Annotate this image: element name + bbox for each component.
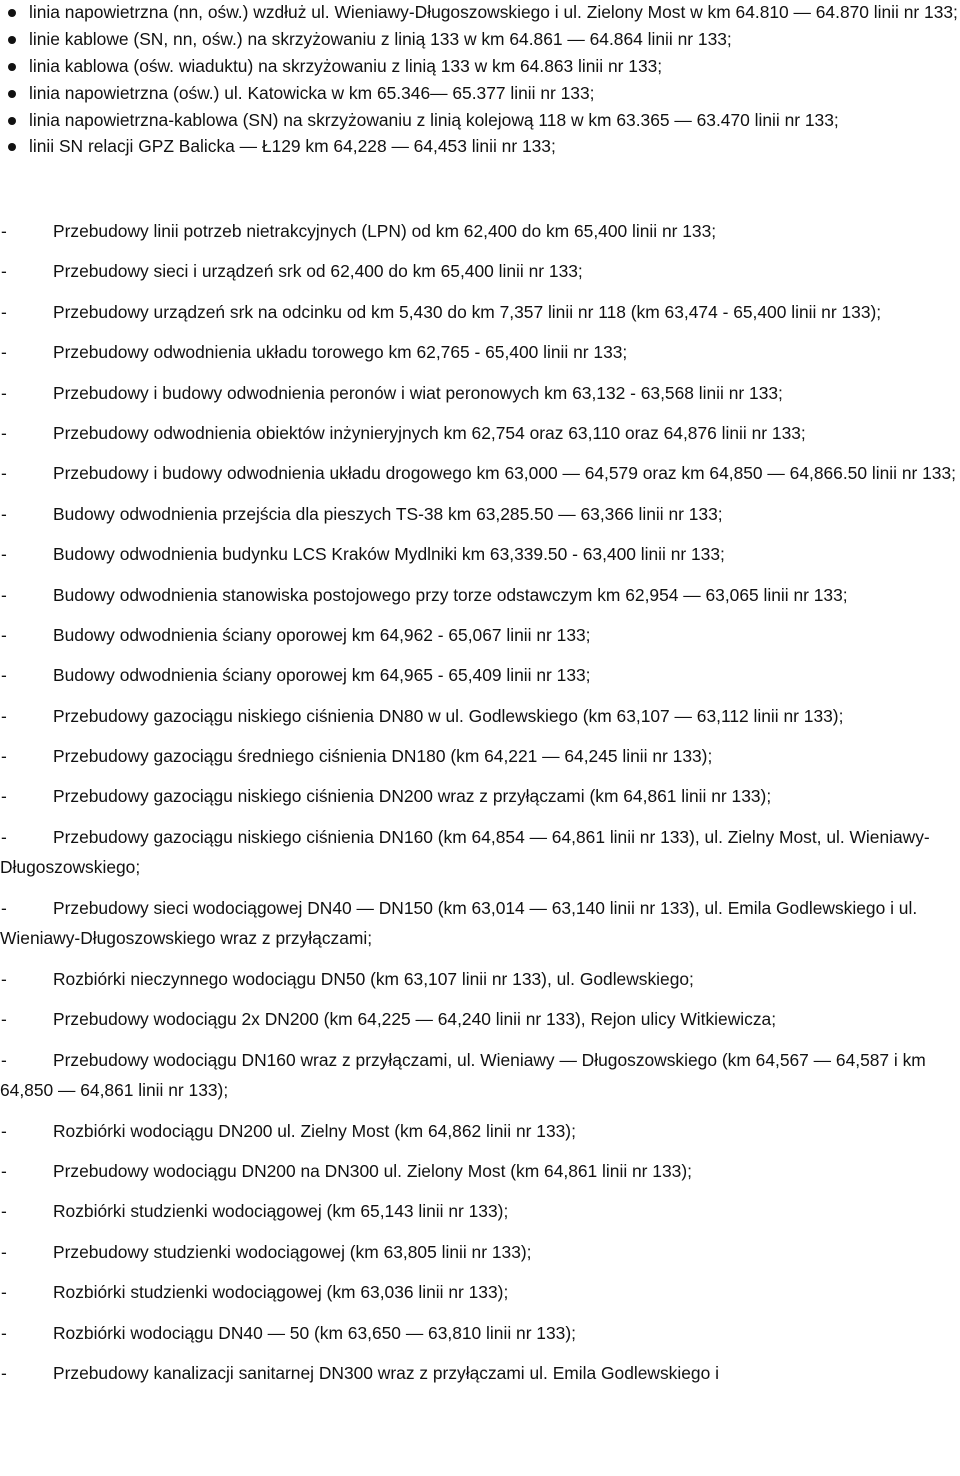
list-item — [0, 256, 958, 287]
list-item-text: Przebudowy wodociągu DN200 na DN300 ul. Zielony Most (km 64,861 linii nr 133); — [53, 1160, 692, 1181]
bullet-dot-icon — [8, 36, 16, 44]
dash-list — [0, 216, 958, 1398]
list-item-text: Przebudowy urządzeń srk na odcinku od km 5,430 do km 7,357 linii nr 118 (km 63,474 - 65,400 linii nr 133); — [53, 301, 882, 322]
dash-marker: - — [1, 665, 7, 686]
list-item-text: Przebudowy gazociągu niskiego ciśnienia DN200 wraz z przyłączami (km 64,861 linii nr 133); — [53, 786, 772, 807]
list-item — [0, 660, 958, 691]
bullet-item-text: linii SN relacji GPZ Balicka — Ł129 km 64,228 — 64,453 linii nr 133; — [29, 136, 556, 157]
dash-marker: - — [1, 968, 7, 989]
bullet-item-text: linia napowietrzna (nn, ośw.) wzdłuż ul. Wieniawy-Długoszowskiego i ul. Zielony Most w km 64.810 — 64.870 linii nr 133; — [29, 2, 958, 22]
dash-marker: - — [1, 301, 7, 322]
dash-marker: - — [1, 503, 7, 524]
bullet-item-text: linie kablowe (SN, nn, ośw.) na skrzyżowaniu z linią 133 w km 64.861 — 64.864 linii nr 133; — [29, 28, 732, 49]
list-item — [0, 216, 958, 247]
dash-marker: - — [1, 624, 7, 645]
list-item-text: Przebudowy linii potrzeb nietrakcyjnych (LPN) od km 62,400 do km 65,400 linii nr 133; — [53, 221, 717, 241]
bullet-item-text: linia napowietrzna-kablowa (SN) na skrzyżowaniu z linią kolejową 118 w km 63.365 — 63.470 linii nr 133; — [29, 109, 839, 130]
list-item-text: Budowy odwodnienia stanowiska postojowego przy torze odstawczym km 62,954 — 63,065 linii nr 133; — [53, 584, 848, 605]
dash-marker: - — [1, 705, 7, 726]
list-item — [0, 378, 958, 409]
list-item-text: Przebudowy odwodnienia obiektów inżynieryjnych km 62,754 oraz 63,110 oraz 64,876 linii nr 133; — [53, 422, 806, 443]
bullet-item — [0, 134, 960, 160]
list-item-text: Przebudowy i budowy odwodnienia układu drogowego km 63,000 — 64,579 oraz km 64,850 — 64,866.50 linii nr 133; — [53, 463, 956, 484]
bullet-item-text: linia kablowa (ośw. wiaduktu) na skrzyżowaniu z linią 133 w km 64.863 linii nr 133; — [29, 55, 663, 76]
dash-marker: - — [1, 342, 7, 363]
list-item — [0, 964, 958, 995]
list-item — [0, 337, 958, 368]
bullet-item-text: linia napowietrzna (ośw.) ul. Katowicka w km 65.346— 65.377 linii nr 133; — [29, 82, 595, 103]
dash-marker: - — [1, 1322, 7, 1343]
list-item — [0, 1277, 958, 1308]
bullet-dot-icon — [8, 143, 16, 151]
bullet-dot-icon — [8, 9, 16, 17]
dash-marker: - — [1, 826, 7, 847]
list-item-text: Przebudowy wodociągu DN160 wraz z przyłączami, ul. Wieniawy — Długoszowskiego (km 64,567 — 64,587 i km 64,850 — 64,861 linii nr 133); — [0, 1049, 926, 1101]
list-item — [0, 1196, 958, 1227]
dash-marker: - — [1, 1241, 7, 1262]
list-item — [0, 499, 958, 530]
list-item-text: Przebudowy sieci wodociągowej DN40 — DN150 (km 63,014 — 63,140 linii nr 133), ul. Emila Godlewskiego i ul. Wieniawy-Długoszowskiego wraz z przyłączami; — [0, 897, 918, 949]
list-item-text: Rozbiórki studzienki wodociągowej (km 63,036 linii nr 133); — [53, 1282, 509, 1303]
list-item — [0, 893, 958, 954]
bullet-dot-icon — [8, 90, 16, 98]
dash-marker: - — [1, 1282, 7, 1303]
list-item-text: Budowy odwodnienia ściany oporowej km 64,965 - 65,409 linii nr 133; — [53, 665, 591, 686]
dash-marker: - — [1, 1201, 7, 1222]
bullet-item — [0, 27, 960, 53]
list-item-text: Budowy odwodnienia budynku LCS Kraków Mydlniki km 63,339.50 - 63,400 linii nr 133; — [53, 544, 725, 565]
list-item — [0, 701, 958, 732]
list-item-text: Przebudowy gazociągu średniego ciśnienia DN180 (km 64,221 — 64,245 linii nr 133); — [53, 746, 713, 767]
dash-marker: - — [1, 544, 7, 565]
bullet-item — [0, 0, 960, 26]
bullet-item — [0, 108, 960, 134]
dash-marker: - — [1, 463, 7, 484]
list-item — [0, 1004, 958, 1035]
dash-marker: - — [1, 1160, 7, 1181]
list-item-text: Przebudowy kanalizacji sanitarnej DN300 wraz z przyłączami ul. Emila Godlewskiego i — [53, 1362, 719, 1383]
list-item — [0, 1156, 958, 1187]
list-item — [0, 418, 958, 449]
list-item — [0, 458, 958, 489]
dash-marker: - — [1, 746, 7, 767]
list-item — [0, 741, 958, 772]
dash-marker: - — [1, 584, 7, 605]
dash-marker: - — [1, 897, 7, 918]
list-item-text: Rozbiórki studzienki wodociągowej (km 65,143 linii nr 133); — [53, 1201, 509, 1222]
list-item-text: Rozbiórki nieczynnego wodociągu DN50 (km 63,107 linii nr 133), ul. Godlewskiego; — [53, 968, 694, 989]
list-item-text: Przebudowy gazociągu niskiego ciśnienia DN80 w ul. Godlewskiego (km 63,107 — 63,112 linii nr 133); — [53, 705, 844, 726]
dash-marker: - — [1, 1120, 7, 1141]
list-item — [0, 781, 958, 812]
dash-marker: - — [1, 786, 7, 807]
dash-marker: - — [1, 1362, 7, 1383]
list-item — [0, 580, 958, 611]
bullet-item — [0, 81, 960, 107]
list-item-text: Przebudowy wodociągu 2x DN200 (km 64,225 — 64,240 linii nr 133), Rejon ulicy Witkiewicza; — [53, 1009, 777, 1030]
dash-marker: - — [1, 221, 7, 241]
list-item-text: Przebudowy odwodnienia układu torowego km 62,765 - 65,400 linii nr 133; — [53, 342, 628, 363]
list-item-text: Przebudowy i budowy odwodnienia peronów i wiat peronowych km 63,132 - 63,568 linii nr 133; — [53, 382, 783, 403]
list-item-text: Budowy odwodnienia przejścia dla pieszych TS-38 km 63,285.50 — 63,366 linii nr 133; — [53, 503, 723, 524]
list-item — [0, 620, 958, 651]
dash-marker: - — [1, 422, 7, 443]
dash-marker: - — [1, 382, 7, 403]
bullet-dot-icon — [8, 117, 16, 125]
dash-marker: - — [1, 261, 7, 282]
bullet-list — [0, 0, 960, 161]
list-item-text: Przebudowy gazociągu niskiego ciśnienia DN160 (km 64,854 — 64,861 linii nr 133), ul. Zielny Most, ul. Wieniawy-Długoszowskiego; — [0, 826, 930, 878]
dash-marker: - — [1, 1049, 7, 1070]
list-item — [0, 822, 958, 883]
list-item — [0, 1116, 958, 1147]
list-item — [0, 297, 958, 328]
bullet-item — [0, 54, 960, 80]
bullet-dot-icon — [8, 63, 16, 71]
list-item — [0, 1358, 958, 1389]
list-item-text: Budowy odwodnienia ściany oporowej km 64,962 - 65,067 linii nr 133; — [53, 624, 591, 645]
list-item — [0, 1318, 958, 1349]
dash-marker: - — [1, 1009, 7, 1030]
list-item-text: Rozbiórki wodociągu DN200 ul. Zielny Most (km 64,862 linii nr 133); — [53, 1120, 576, 1141]
list-item-text: Rozbiórki wodociągu DN40 — 50 (km 63,650 — 63,810 linii nr 133); — [53, 1322, 576, 1343]
list-item-text: Przebudowy sieci i urządzeń srk od 62,400 do km 65,400 linii nr 133; — [53, 261, 583, 282]
list-item-text: Przebudowy studzienki wodociągowej (km 63,805 linii nr 133); — [53, 1241, 532, 1262]
list-item — [0, 539, 958, 570]
list-item — [0, 1237, 958, 1268]
list-item — [0, 1045, 958, 1106]
